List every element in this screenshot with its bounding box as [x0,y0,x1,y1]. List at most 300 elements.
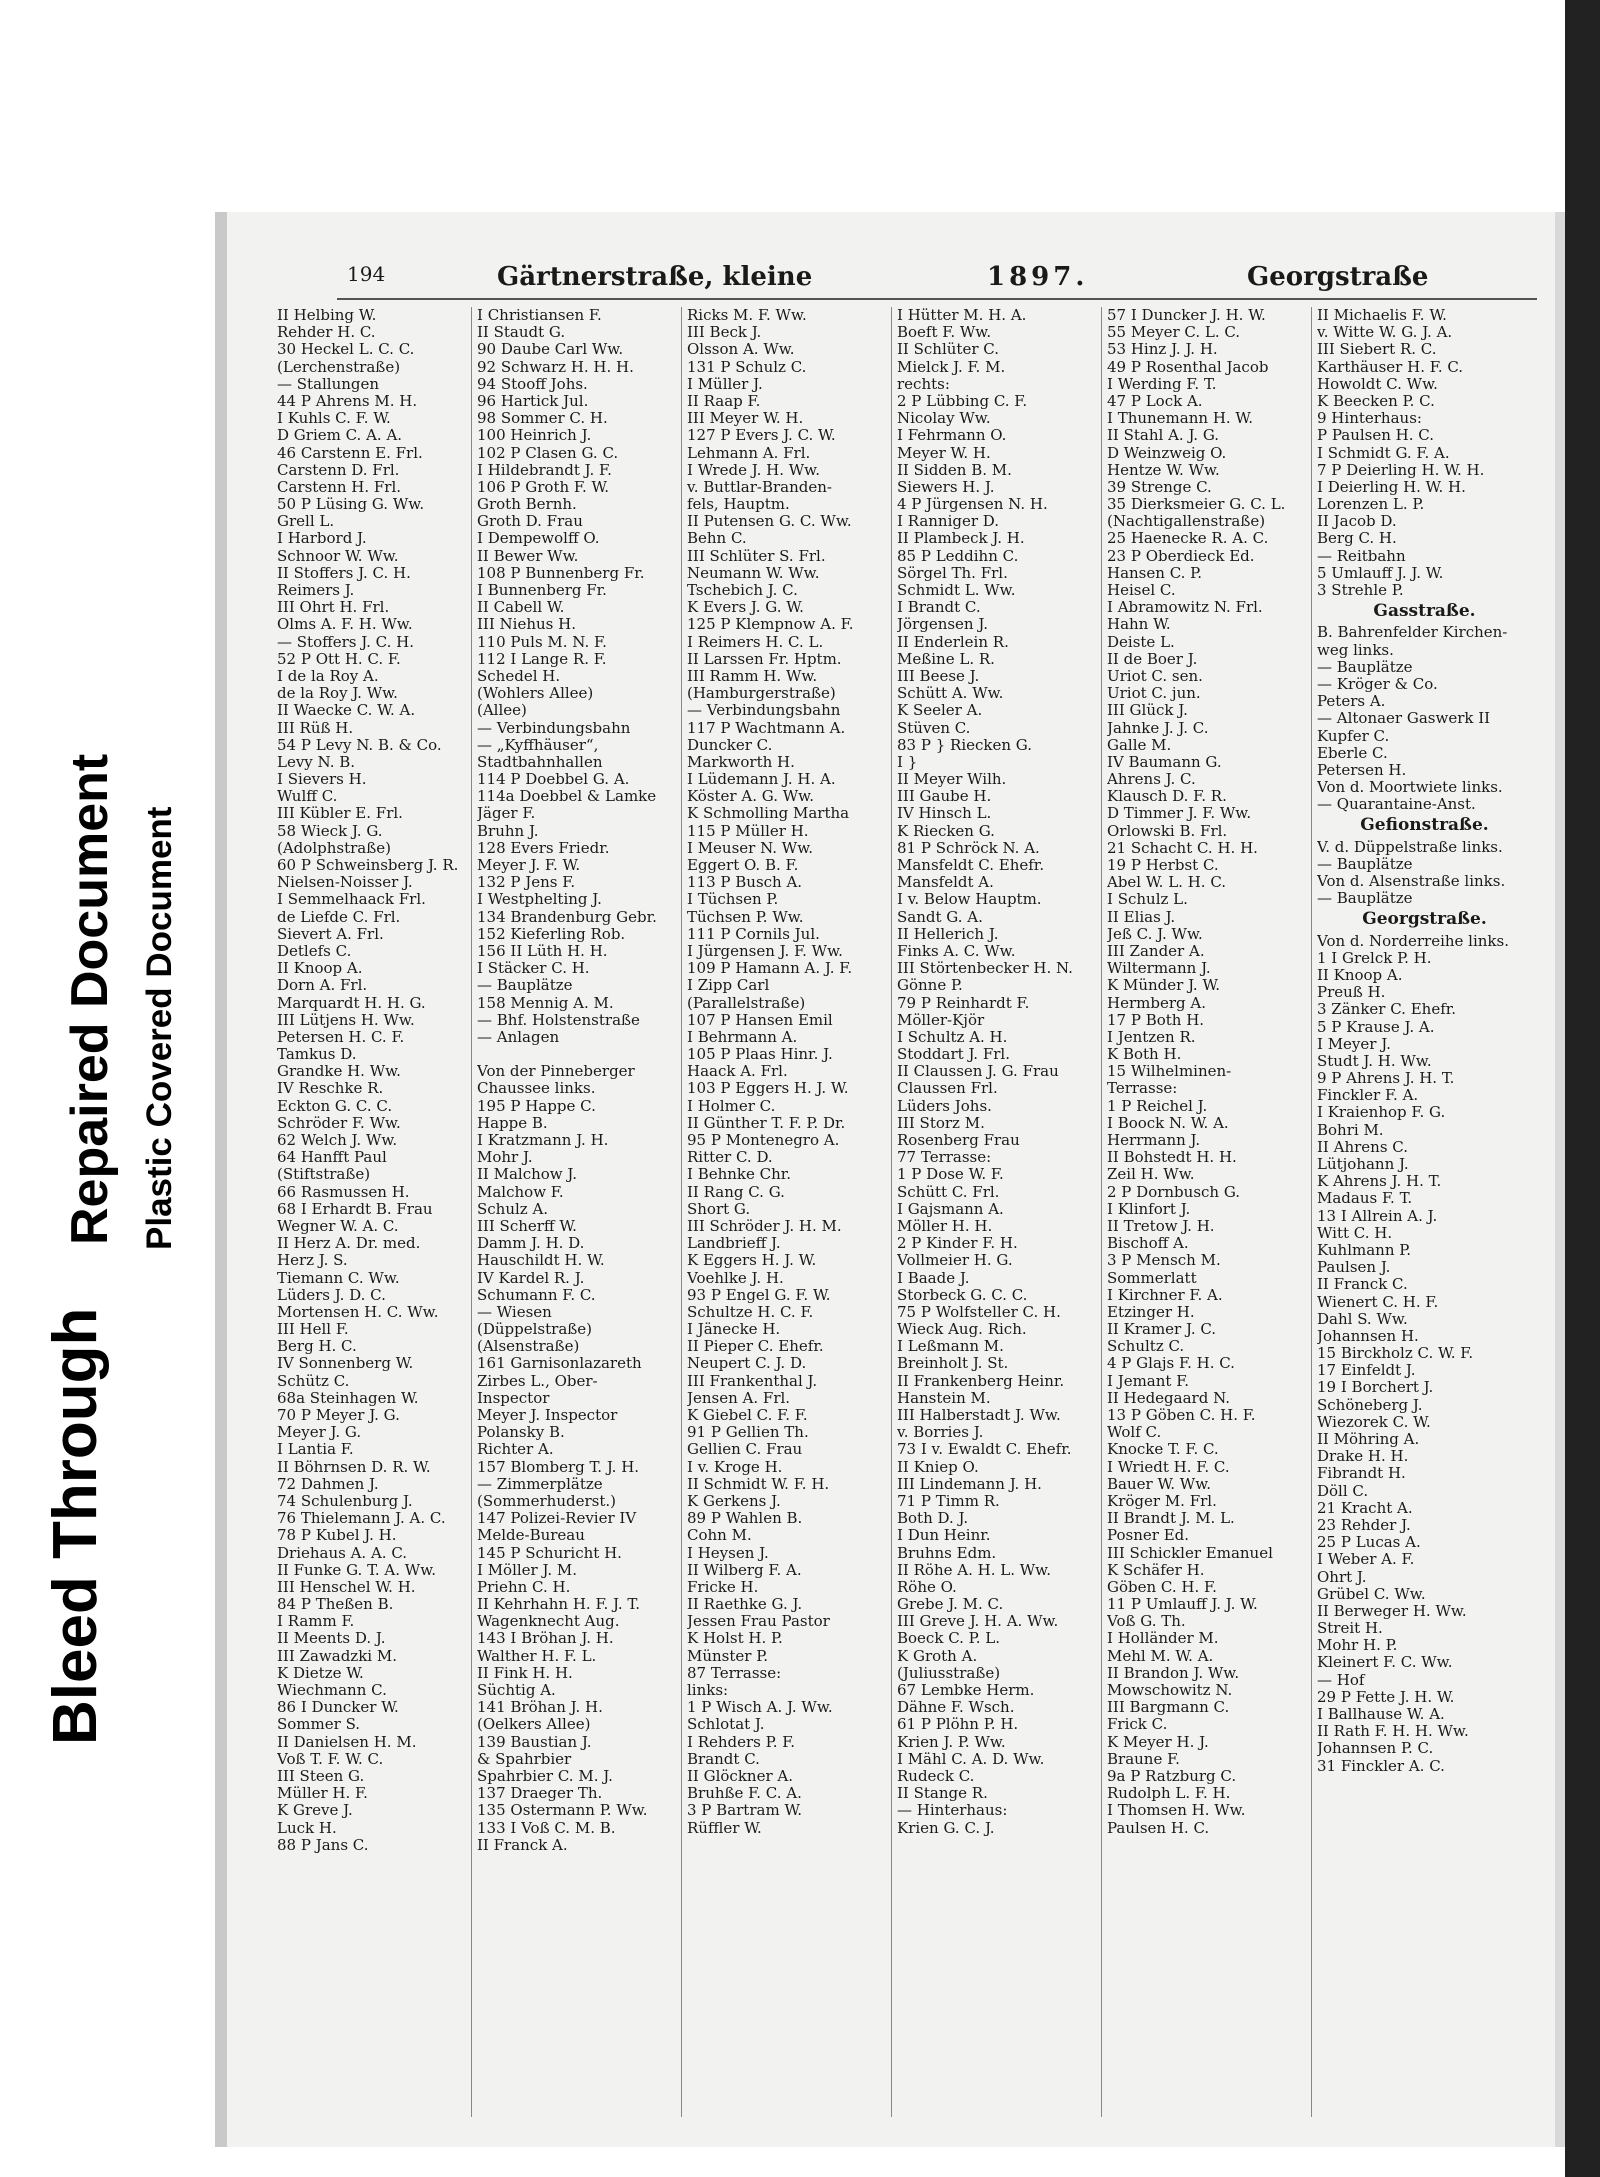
directory-entry: Gellien C. Frau [687,1440,803,1459]
directory-column-3 [687,307,887,1837]
directory-entry: 23 P Oberdieck Ed. [1107,546,1255,565]
directory-entry: Döll C. [1317,1481,1369,1500]
directory-entry: 137 Draeger Th. [477,1784,603,1803]
directory-entry: Abel W. L. H. C. [1107,873,1227,892]
directory-entry: 117 P Wachtmann A. [687,718,846,737]
directory-entry: Zeil H. Ww. [1107,1165,1195,1184]
directory-entry: Heisel C. [1107,581,1176,599]
directory-entry: I Reimers H. C. L. [687,632,824,651]
directory-entry: 1 P Wisch A. J. Ww. [687,1698,833,1717]
directory-entry: Lüders Johs. [897,1096,992,1115]
directory-entry: 5 Umlauff J. J. W. [1317,563,1444,582]
directory-entry: Sandt G. A. [897,907,983,926]
directory-entry: Streit H. [1317,1619,1383,1638]
directory-entry: 21 Kracht A. [1317,1498,1413,1517]
directory-entry: Groth D. Frau [477,512,583,531]
directory-entry: B. Bahrenfelder Kirchen- [1317,623,1508,642]
directory-entry: Jäger F. [477,804,536,823]
directory-entry: — Reitbahn [1317,546,1406,565]
directory-entry: K Ahrens J. H. T. [1317,1172,1442,1191]
directory-entry: 47 P Lock A. [1107,391,1203,410]
directory-entry: 95 P Montenegro A. [687,1131,840,1149]
directory-entry: de la Roy J. Ww. [277,684,398,703]
directory-entry: Schmidt L. Ww. [897,581,1016,599]
directory-entry: — Bauplätze [1317,657,1413,676]
directory-entry: Storbeck G. C. C. [897,1285,1028,1304]
directory-entry: Inspector [477,1388,550,1407]
directory-entry: I Abramowitz N. Frl. [1107,598,1263,617]
directory-entry: Uriot C. jun. [1107,684,1201,703]
directory-entry: Kleinert F. C. Ww. [1317,1653,1453,1672]
directory-entry: I Mähl C. A. D. Ww. [897,1749,1045,1768]
directory-entry: Malchow F. [477,1182,564,1201]
directory-entry: III Schröder J. H. M. [687,1216,842,1235]
directory-entry: Stoddart J. Frl. [897,1045,1010,1064]
directory-entry: I Klinfort J. [1107,1199,1191,1218]
directory-entry: Chaussee links. [477,1079,596,1098]
directory-entry: Dorn A. Frl. [277,976,368,995]
directory-entry: Carstenn D. Frl. [277,460,400,479]
directory-entry: 158 Mennig A. M. [477,993,614,1012]
directory-entry: de Liefde C. Frl. [277,907,401,926]
directory-entry: Rudolph L. F. H. [1107,1784,1231,1803]
directory-entry: III Scherff W. [477,1216,577,1235]
directory-entry: Wegner W. A. C. [277,1216,399,1235]
directory-entry: Wolf C. [1107,1423,1162,1442]
directory-entry: Orlowski B. Frl. [1107,821,1228,840]
directory-entry: 156 II Lüth H. H. [477,941,608,960]
directory-entry: 21 Schacht C. H. H. [1107,838,1258,857]
directory-entry: Eberle C. [1317,743,1388,762]
directory-entry: K Both H. [1107,1045,1182,1064]
directory-entry: II Funke G. T. A. Ww. [277,1560,437,1579]
directory-entry: Schnoor W. Ww. [277,546,399,565]
directory-entry: Howoldt C. Ww. [1317,374,1438,393]
directory-entry: Damm J. H. D. [477,1234,585,1253]
street-heading: Gasstraße. [1373,601,1476,622]
directory-entry: II Bohstedt H. H. [1107,1148,1237,1167]
column-divider [891,307,892,2117]
directory-entry: II Meents D. J. [277,1629,386,1648]
directory-entry: Petersen H. [1317,760,1407,779]
directory-entry: Hanstein M. [897,1388,991,1407]
page-edge [1555,212,1565,2147]
directory-entry: II Möhring A. [1317,1430,1420,1449]
directory-entry: I Bunnenberg Fr. [477,581,607,599]
directory-column-5 [1107,307,1307,1837]
directory-entry: IV Sonnenberg W. [277,1354,414,1373]
directory-entry: Peters A. [1317,692,1386,711]
directory-entry: Schütt A. Ww. [897,684,1004,703]
directory-entry: II Enderlein R. [897,632,1009,651]
right-heading: Georgstraße [1247,262,1429,292]
directory-entry: Knocke T. F. C. [1107,1440,1219,1459]
directory-entry: II Rang C. G. [687,1182,785,1201]
directory-entry: 3 Strehle P. [1317,581,1404,599]
directory-entry: 4 P Jürgensen N. H. [897,495,1048,514]
directory-entry: Schütz C. [277,1371,350,1390]
directory-entry: 13 I Allrein A. J. [1317,1206,1438,1225]
directory-entry: Karthäuser H. F. C. [1317,357,1464,376]
directory-entry: Grell L. [277,512,335,531]
directory-entry: — Altonaer Gaswerk II [1317,709,1491,728]
directory-entry: I Thomsen H. Ww. [1107,1801,1246,1820]
directory-entry: Mielck J. F. M. [897,357,1006,376]
directory-entry: 50 P Lüsing G. Ww. [277,495,425,514]
directory-entry: IV Kardel R. J. [477,1268,585,1287]
directory-entry: Mortensen H. C. Ww. [277,1302,439,1321]
directory-entry: 105 P Plaas Hinr. J. [687,1045,833,1064]
directory-entry: II Sidden B. M. [897,460,1012,479]
directory-entry: Süchtig A. [477,1681,556,1699]
directory-entry: 77 Terrasse: [897,1148,992,1167]
directory-entry: Wienert C. H. F. [1317,1292,1439,1311]
directory-entry: I Brandt C. [897,598,981,617]
directory-entry: II Meyer Wilh. [897,770,1007,789]
directory-entry: 102 P Clasen G. C. [477,443,619,462]
directory-entry: I Schulz L. [1107,890,1188,909]
directory-entry: Richter A. [477,1440,554,1459]
directory-entry: Fibrandt H. [1317,1464,1406,1483]
directory-entry: 147 Polizei-Revier IV [477,1509,637,1528]
column-divider [1311,307,1312,2117]
scan-edge [1565,0,1600,2177]
directory-entry: II Wilberg F. A. [687,1560,802,1579]
directory-entry: Stüven C. [897,718,971,737]
directory-entry: Deiste L. [1107,632,1175,651]
directory-entry: II Günther T. F. P. Dr. [687,1113,846,1132]
directory-entry: Schulz A. [477,1199,549,1218]
directory-entry: Herz J. S. [277,1251,348,1270]
directory-entry: III Beese J. [897,666,980,685]
directory-entry: rechts: [897,374,950,393]
directory-entry: I Dempewolff O. [477,529,600,548]
directory-entry: I Ramm F. [277,1612,355,1631]
directory-entry: III Hell F. [277,1320,349,1339]
directory-entry: Kupfer C. [1317,726,1390,745]
directory-entry: II Hellerich J. [897,924,999,943]
directory-entry: I Ballhause W. A. [1317,1705,1445,1724]
directory-entry: 91 P Gellien Th. [687,1423,809,1442]
directory-entry: III Kübler E. Frl. [277,804,403,823]
directory-entry: 3 P Mensch M. [1107,1251,1221,1270]
directory-entry: Herrmann J. [1107,1131,1201,1149]
directory-entry: Meßine L. R. [897,649,995,668]
directory-entry: V. d. Düppelstraße links. [1317,837,1503,856]
directory-entry: Zirbes L., Ober- [477,1371,598,1390]
directory-entry: II Brandon J. Ww. [1107,1663,1240,1682]
directory-entry: Jahnke J. J. C. [1107,718,1209,737]
directory-entry: Eggert O. B. F. [687,856,799,874]
directory-entry: III Glück J. [1107,701,1188,720]
directory-entry: 39 Strenge C. [1107,477,1212,496]
directory-entry: 111 P Cornils Jul. [687,924,820,943]
directory-entry: Nielsen-Noisser J. [277,873,413,892]
directory-entry: Rosenberg Frau [897,1131,1020,1149]
directory-entry: 44 P Ahrens M. H. [277,391,418,410]
directory-entry: K Giebel C. F. F. [687,1406,808,1424]
directory-entry: II Elias J. [1107,907,1176,926]
directory-entry: 107 P Hansen Emil [687,1010,833,1029]
directory-entry: I Kirchner F. A. [1107,1285,1223,1304]
directory-entry: Driehaus A. A. C. [277,1543,408,1562]
directory-entry: 98 Sommer C. H. [477,409,608,428]
directory-entry: I Heysen J. [687,1543,769,1562]
directory-entry: Dähne F. Wsch. [897,1698,1015,1717]
directory-entry: II Claussen J. G. Frau [897,1062,1059,1081]
directory-entry: 1 P Dose W. F. [897,1165,1004,1184]
directory-entry: Mansfeldt C. Ehefr. [897,856,1045,874]
directory-entry: I Hütter M. H. A. [897,307,1027,324]
page-number: 194 [347,262,386,286]
directory-entry: 139 Baustian J. [477,1732,592,1751]
directory-entry: 58 Wieck J. G. [277,821,383,840]
directory-entry: II Cabell W. [477,598,565,617]
directory-entry: I Möller J. M. [477,1560,578,1579]
directory-entry: Carstenn H. Frl. [277,477,402,496]
directory-entry: Grandke H. Ww. [277,1062,401,1081]
directory-entry: III Ohrt H. Frl. [277,598,390,617]
directory-entry: 57 I Duncker J. H. W. [1107,307,1266,324]
directory-entry: Cohn M. [687,1526,752,1545]
directory-entry: Lüders J. D. C. [277,1285,386,1304]
directory-entry: I Semmelhaack Frl. [277,890,426,909]
directory-entry: & Spahrbier [477,1749,572,1768]
directory-entry: 75 P Wolfsteller C. H. [897,1302,1061,1321]
directory-entry: I Baade J. [897,1268,970,1287]
directory-entry: 3 Zänker C. Ehefr. [1317,1000,1457,1019]
directory-entry: 157 Blomberg T. J. H. [477,1457,640,1476]
directory-entry: I Harbord J. [277,529,367,548]
directory-entry: Frick C. [1107,1715,1168,1734]
directory-entry: — Bauplätze [1317,889,1413,908]
directory-entry: (Allee) [477,701,527,720]
directory-entry: 115 P Müller H. [687,821,809,840]
directory-entry: II Franck C. [1317,1275,1408,1294]
directory-entry: III Zawadzki M. [277,1646,397,1665]
directory-entry: Schröder F. Ww. [277,1113,401,1132]
directory-entry: Eckton G. C. C. [277,1096,393,1115]
directory-entry: 76 Thielemann J. A. C. [277,1509,446,1528]
directory-entry: Levy N. B. [277,752,356,771]
directory-entry: 114a Doebbel & Lamke [477,787,657,806]
directory-entry: Witt C. H. [1317,1223,1393,1242]
directory-entry: II Staudt G. [477,323,566,342]
directory-entry: Wiltermann J. [1107,959,1211,978]
directory-entry: K Groth A. [897,1646,978,1665]
directory-entry: Von d. Alsenstraße links. [1317,872,1506,891]
directory-entry: I Jentzen R. [1107,1027,1196,1046]
directory-entry: 106 P Groth F. W. [477,477,610,496]
directory-entry: III Bargmann C. [1107,1698,1230,1717]
directory-entry: Paulsen J. [1317,1258,1391,1277]
directory-entry: Vollmeier H. G. [897,1251,1013,1270]
directory-entry: IV Baumann G. [1107,752,1222,771]
directory-entry: 88 P Jans C. [277,1835,369,1854]
directory-entry: III Meyer W. H. [687,409,804,428]
directory-entry: III Greve J. H. A. Ww. [897,1612,1059,1631]
directory-entry: 55 Meyer C. L. C. [1107,323,1241,342]
directory-entry: I Ranniger D. [897,512,1000,531]
directory-entry: 4 P Glajs F. H. C. [1107,1354,1235,1373]
directory-entry: 79 P Reinhardt F. [897,993,1030,1012]
directory-entry: D Weinzweig O. [1107,443,1227,462]
directory-entry: 31 Finckler A. C. [1317,1756,1445,1775]
directory-entry: II Putensen G. C. Ww. [687,512,852,531]
directory-entry: K Riecken G. [897,821,995,840]
directory-entry: Göben C. H. F. [1107,1577,1217,1596]
directory-entry: I Kratzmann J. H. [477,1131,609,1149]
directory-entry: links: [687,1681,729,1699]
directory-entry: 29 P Fette J. H. W. [1317,1687,1455,1706]
directory-entry: Mansfeldt A. [897,873,994,892]
directory-entry: Sörgel Th. Frl. [897,563,1008,582]
directory-entry: Brandt C. [687,1749,760,1768]
directory-entry: II Ahrens C. [1317,1137,1408,1156]
directory-entry: Bohri M. [1317,1120,1384,1139]
directory-entry: — Bhf. Holstenstraße [477,1010,640,1029]
directory-entry: 5 P Krause J. A. [1317,1017,1435,1036]
directory-entry: Bauer W. Ww. [1107,1474,1212,1493]
directory-entry: Preuß H. [1317,983,1386,1002]
directory-entry: 25 P Lucas A. [1317,1533,1421,1552]
directory-entry: Tschebich J. C. [687,581,798,599]
directory-entry: Stadtbahnhallen [477,752,603,771]
directory-entry: 71 P Timm R. [897,1491,1000,1510]
directory-entry: I Zipp Carl [687,976,770,995]
directory-entry: Duncker C. [687,735,773,754]
directory-entry: Voß T. F. W. C. [277,1749,384,1768]
directory-entry: 143 I Bröhan J. H. [477,1629,614,1648]
directory-entry: 53 Hinz J. J. H. [1107,340,1218,359]
directory-entry: II Röhe A. H. L. Ww. [897,1560,1051,1579]
directory-entry: III Schlüter S. Frl. [687,546,826,565]
directory-entry: Köster A. G. Ww. [687,787,814,806]
directory-entry: Claussen Frl. [897,1079,998,1098]
directory-entry: 73 I v. Ewaldt C. Ehefr. [897,1440,1072,1459]
directory-entry: — Stoffers J. C. H. [277,632,414,651]
directory-entry: Bruhns Edm. [897,1543,997,1562]
directory-entry: 135 Ostermann P. Ww. [477,1801,648,1820]
directory-entry: II Raap F. [687,391,761,410]
directory-entry: 23 Rehder J. [1317,1515,1411,1534]
directory-entry: Neupert C. J. D. [687,1354,807,1373]
directory-entry: (Adolphstraße) [277,838,391,857]
directory-entry: 131 P Schulz C. [687,357,807,376]
directory-entry: II Hedegaard N. [1107,1388,1231,1407]
directory-entry: Boeft F. Ww. [897,323,992,342]
directory-entry: 110 Puls M. N. F. [477,632,607,651]
directory-entry: Tüchsen P. Ww. [687,907,804,926]
directory-entry: Tiemann C. Ww. [277,1268,400,1287]
directory-entry: — Stallungen [277,374,380,393]
directory-entry: Krien G. C. J. [897,1818,995,1837]
directory-entry: II Brandt J. M. L. [1107,1509,1235,1528]
directory-entry: Röhe O. [897,1577,957,1596]
directory-entry: K Evers J. G. W. [687,598,804,617]
directory-entry: III Schickler Emanuel [1107,1543,1273,1562]
directory-entry: Dahl S. Ww. [1317,1309,1408,1328]
directory-column-1 [277,307,467,1854]
directory-entry: III Störtenbecker H. N. [897,959,1073,978]
directory-entry: K Schmolling Martha [687,804,850,823]
directory-entry: I Deierling H. W. H. [1317,477,1466,496]
directory-entry: Fricke H. [687,1577,759,1596]
directory-entry: 96 Hartick Jul. [477,391,589,410]
directory-entry: (Düppelstraße) [477,1320,593,1339]
directory-entry: Müller H. F. [277,1784,368,1803]
directory-entry: II Herz A. Dr. med. [277,1234,421,1253]
directory-entry: Landbrieff J. [687,1234,781,1253]
directory-entry: Wiezorek C. W. [1317,1412,1431,1431]
directory-entry: I v. Kroge H. [687,1457,783,1476]
directory-entry: 86 I Duncker W. [277,1698,399,1717]
directory-entry: 195 P Happe C. [477,1096,596,1115]
directory-entry: 85 P Leddihn C. [897,546,1019,565]
directory-entry: — Hinterhaus: [897,1801,1008,1820]
directory-entry: Wagenknecht Aug. [477,1612,620,1631]
directory-entry: Meyer J. G. [277,1423,362,1442]
directory-entry: (Juliusstraße) [897,1663,1001,1682]
directory-entry: 49 P Rosenthal Jacob [1107,357,1269,376]
directory-entry: II Frankenberg Heinr. [897,1371,1065,1390]
directory-entry: Galle M. [1107,735,1172,754]
directory-entry: 2 P Lübbing C. F. [897,391,1028,410]
directory-entry: 114 P Doebbel G. A. [477,770,630,789]
directory-entry: (Sommerhuderst.) [477,1491,616,1510]
directory-entry: (Wohlers Allee) [477,684,594,703]
directory-entry: 1 P Reichel J. [1107,1096,1208,1115]
directory-entry: II Stange R. [897,1784,988,1803]
directory-entry: K Beecken P. C. [1317,391,1435,410]
directory-entry: Johannsen H. [1317,1326,1419,1345]
directory-entry: I Christiansen F. [477,307,602,324]
directory-entry: Walther H. F. L. [477,1646,597,1665]
directory-entry: Priehn C. H. [477,1577,571,1596]
directory-entry: II Kramer J. C. [1107,1320,1217,1339]
directory-entry: — Verbindungsbahn [477,718,631,737]
directory-entry: Nicolay Ww. [897,409,991,428]
directory-entry: II Larssen Fr. Hptm. [687,649,842,668]
directory-entry: weg links. [1317,640,1394,659]
directory-entry: Posner Ed. [1107,1526,1190,1545]
directory-entry: Finks A. C. Ww. [897,941,1016,960]
directory-entry: 134 Brandenburg Gebr. [477,907,657,926]
directory-entry: I Tüchsen P. [687,890,779,909]
directory-entry: 7 P Deierling H. W. H. [1317,460,1485,479]
directory-entry [477,1046,677,1063]
directory-entry: Rudeck C. [897,1766,975,1785]
directory-column-2 [477,307,677,1854]
directory-entry: Siewers H. J. [897,477,995,496]
directory-entry: Kuhlmann P. [1317,1240,1412,1259]
directory-entry: I Schmidt G. F. A. [1317,443,1450,462]
directory-entry: Krien J. P. Ww. [897,1732,1006,1751]
directory-entry: 94 Stooff Johs. [477,374,588,393]
directory-entry: I Hildebrandt J. F. [477,460,612,479]
directory-entry: Spahrbier C. M. J. [477,1766,613,1785]
directory-entry: K Greve J. [277,1801,353,1820]
directory-entry: II Raethke G. J. [687,1595,803,1614]
directory-entry: I Stäcker C. H. [477,959,590,978]
directory-entry: D Timmer J. F. Ww. [1107,804,1252,823]
directory-entry: (Lerchenstraße) [277,357,401,376]
directory-entry: Studt J. H. Ww. [1317,1051,1432,1070]
directory-entry: I Holländer M. [1107,1629,1219,1648]
directory-entry: II de Boer J. [1107,649,1198,668]
directory-entry: I Rehders P. F. [687,1732,796,1751]
directory-entry: Braune F. [1107,1749,1180,1768]
